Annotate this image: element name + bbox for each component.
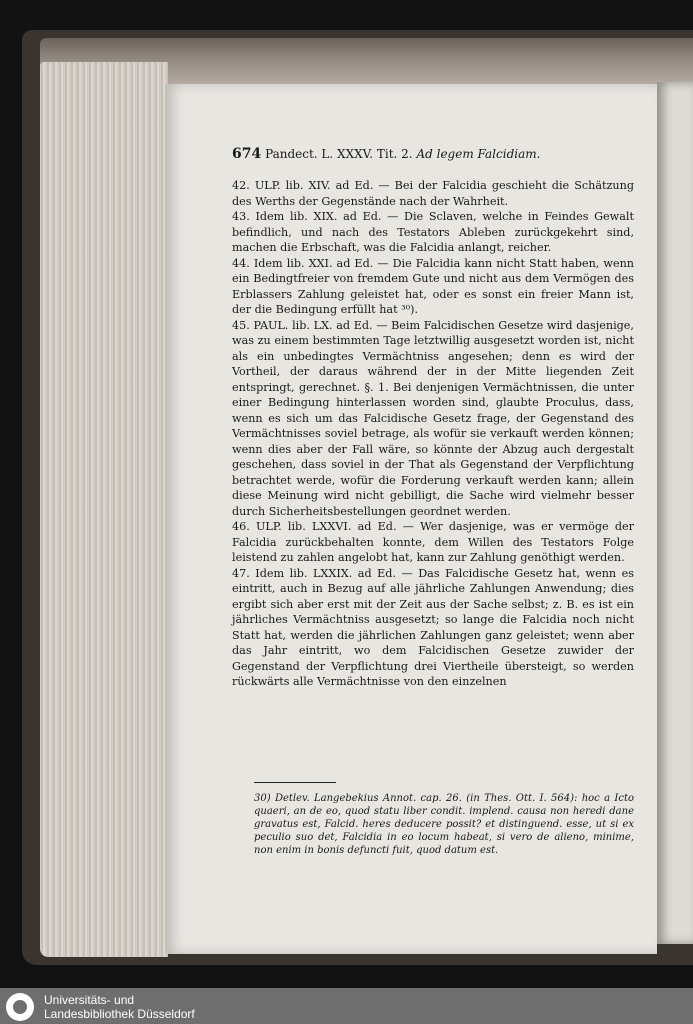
library-name	[44, 993, 195, 1021]
paragraph-43: 43. Idem lib. XIX. ad Ed. — Die Sclaven, welche in Feindes Gewalt befindlich, und nach des Testators Ableben zurückgekehrt sind, machen die Erbschaft, was die Falcidia anlangt, reicher.	[232, 210, 634, 254]
paragraph-44: 44. Idem lib. XXI. ad Ed. — Die Falcidia kann nicht Statt haben, wenn ein Bedingtfreier von fremdem Gute und nicht aus dem Vermögen des Erblassers Zahlung geleistet hat, oder es sonst ein freier Mann ist, der die Bedingung erfüllt hat ³⁰).	[232, 256, 634, 316]
ulb-logo-inner	[13, 1000, 27, 1014]
right-page-edge	[657, 82, 693, 944]
page-number: 674	[232, 146, 262, 162]
paragraph-45: 45. PAUL. lib. LX. ad Ed. — Beim Falcidischen Gesetze wird dasjenige, was zu einem bestimmten Tage letztwillig ausgesetzt worden ist, nicht als ein unbedingtes Vermächtniss angesehen; denn es wird der Vortheil, der daraus während der in der Mitte liegenden Zeit entspringt, gerechnet. §. 1. Bei denjenigen Vermächtnissen, die unter einer Bedingung hinterlassen worden sind, glaubte Proculus, dass, wenn es sich um das Falcidische Gesetz frage, der Gegenstand des Vermächtnisses soviel betrage, als wofür sie verkauft werden können; wenn dies aber der Fall wäre, so könnte der Abzug auch dergestalt geschehen, dass soviel in der That als Gegenstand der Verpflichtung betrachtet werde, wofür die Forderung verkauft werden kann; allein diese Meinung wird nicht gebilligt, die Sache wird vielmehr besser durch Sicherheitsbestellungen geordnet werden.	[232, 318, 634, 518]
library-name-line1: Universitäts- und	[44, 993, 135, 1007]
paragraph-42: 42. ULP. lib. XIV. ad Ed. — Bei der Falcidia geschieht die Schätzung des Werths der Gegenstände nach der Wahrheit.	[232, 179, 634, 208]
footnote-30: 30) Detlev. Langebekius Annot. cap. 26. (in Thes. Ott. I. 564): hoc a Icto quaeri, an de eo, quod statu liber condit. implend. causa non heredi dane gravatus est, Falcid. heres deducere possit? et distinguend. esse, ut si ex peculio suo det, Falcidia in eo locum habeat, si vero de alieno, minime, non enim in bonis defuncti fuit, quod datum est.	[254, 793, 634, 856]
library-name-line2: Landesbibliothek Düsseldorf	[44, 1007, 195, 1021]
paragraph-47: 47. Idem lib. LXXIX. ad Ed. — Das Falcidische Gesetz hat, wenn es eintritt, auch in Bezug auf alle jährliche Zahlungen Anwendung; dies ergibt sich aber erst mit der Zeit aus der Sache selbst; z. B. es ist ein jährliches Vermächtniss ausgesetzt; so lange die Falcidia noch nicht Statt hat, werden die jährlichen Zahlungen ganz geleistet; wenn aber das Jahr eintritt, wo dem Falcidischen Gesetze zuwider der Gegenstand der Verpflichtung drei Viertheile übersteigt, so werden rückwärts alle Vermächtnisse von den einzelnen	[232, 566, 634, 688]
paragraph-46: 46. ULP. lib. LXXVI. ad Ed. — Wer dasjenige, was er vermöge der Falcidia zurückbehalten konnte, dem Willen des Testators Folge leistend zu zahlen angelobt hat, kann zur Zahlung genöthigt werden.	[232, 520, 634, 564]
footnote-rule	[254, 782, 336, 783]
page-edges	[40, 62, 168, 957]
running-title-italic: Ad legem Falcidiam.	[416, 147, 541, 161]
body-text	[232, 178, 634, 690]
running-title: Pandect. L. XXXV. Tit. 2.	[265, 147, 413, 161]
page-header	[232, 146, 634, 162]
